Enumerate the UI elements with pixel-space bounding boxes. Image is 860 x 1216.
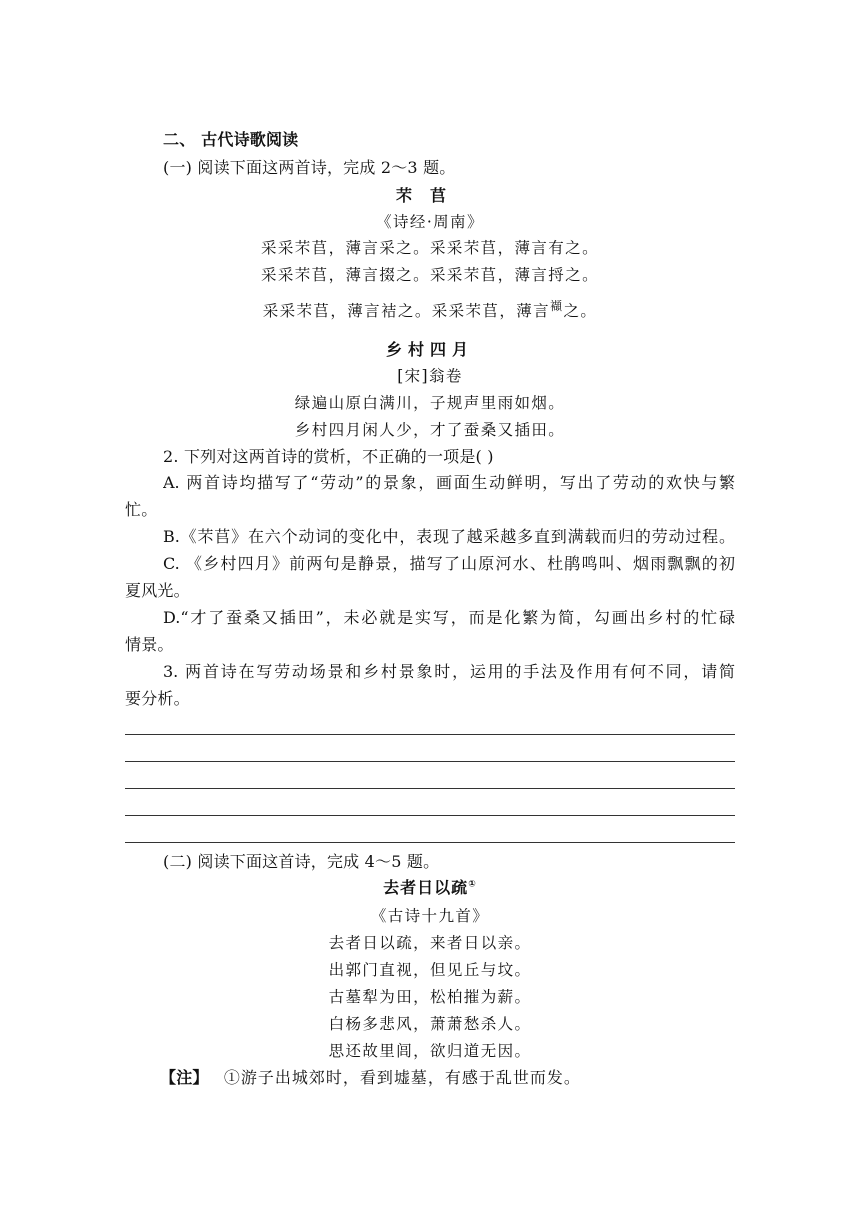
- poem1-line-3-after: 之。: [563, 302, 598, 320]
- poem3-source: 《古诗十九首》: [370, 907, 490, 925]
- q2-option-c-line-2: 夏风光。: [125, 581, 190, 600]
- q2-option-d-line-1: D.“才了蚕桑又插田”，未必就是实写，而是化繁为简，勾画出乡村的忙碌: [163, 608, 735, 627]
- poem1-line-3-before: 采采芣苢，薄言袺之。采采芣苢，薄言: [262, 302, 551, 320]
- answer-line-2[interactable]: [125, 761, 735, 762]
- q2-option-c-line-1: C. 《乡村四月》前两句是静景，描写了山原河水、杜鹃鸣叫、烟雨飘飘的初: [163, 554, 735, 573]
- footnote-marker: ①: [468, 879, 477, 890]
- q2-option-a-line-2: 忙。: [125, 500, 158, 519]
- section-heading: 二、 古代诗歌阅读: [163, 130, 299, 149]
- footnote: [160, 1067, 581, 1089]
- rare-glyph: 襭: [550, 299, 564, 313]
- q2-stem: 2. 下列对这两首诗的赏析，不正确的一项是( ): [163, 447, 494, 466]
- poem2-line-1: 绿遍山原白满川，子规声里雨如烟。: [294, 394, 566, 412]
- poem1-line-1: 采采芣苢，薄言采之。采采芣苢，薄言有之。: [260, 239, 599, 257]
- answer-line-5[interactable]: [125, 842, 735, 843]
- answer-line-4[interactable]: [125, 815, 735, 816]
- poem3-line-3: 古墓犁为田，松柏摧为薪。: [328, 988, 532, 1006]
- poem1-line-3: [0, 300, 860, 323]
- poem3-title: [0, 877, 860, 899]
- poem3-line-5: 思还故里闾，欲归道无因。: [328, 1042, 532, 1060]
- part2-instruction: (二) 阅读下面这首诗，完成 4～5 题。: [163, 852, 440, 871]
- footnote-label: 【注】: [160, 1068, 209, 1087]
- poem3-line-4: 白杨多悲风，萧萧愁杀人。: [328, 1015, 532, 1033]
- q3-stem-line-1: 3. 两首诗在写劳动场景和乡村景象时，运用的手法及作用有何不同，请简: [163, 662, 735, 681]
- poem1-title: 芣苢: [395, 186, 464, 205]
- q2-option-d-line-2: 情景。: [125, 635, 174, 654]
- poem1-line-2: 采采芣苢，薄言掇之。采采芣苢，薄言捋之。: [260, 266, 599, 284]
- answer-line-3[interactable]: [125, 788, 735, 789]
- answer-line-1[interactable]: [125, 734, 735, 735]
- poem3-line-2: 出郭门直视，但见丘与坟。: [328, 961, 532, 979]
- poem2-author: [宋]翁卷: [397, 367, 463, 385]
- q2-option-b: B.《芣苢》在六个动词的变化中，表现了越采越多直到满载而归的劳动过程。: [163, 527, 735, 546]
- part1-instruction: (一) 阅读下面这两首诗，完成 2～3 题。: [163, 158, 456, 177]
- poem1-source: 《诗经·周南》: [376, 213, 484, 231]
- q3-stem-line-2: 要分析。: [125, 689, 190, 708]
- q2-option-a-line-1: A. 两首诗均描写了“劳动”的景象，画面生动鲜明，写出了劳动的欢快与繁: [163, 473, 735, 492]
- poem2-title: 乡村四月: [385, 340, 474, 359]
- footnote-text: ①游子出城郊时，看到墟墓，有感于乱世而发。: [223, 1068, 581, 1087]
- poem3-line-1: 去者日以疏，来者日以亲。: [328, 934, 532, 952]
- poem3-title-text: 去者日以疏: [383, 878, 469, 897]
- poem2-line-2: 乡村四月闲人少，才了蚕桑又插田。: [294, 421, 566, 439]
